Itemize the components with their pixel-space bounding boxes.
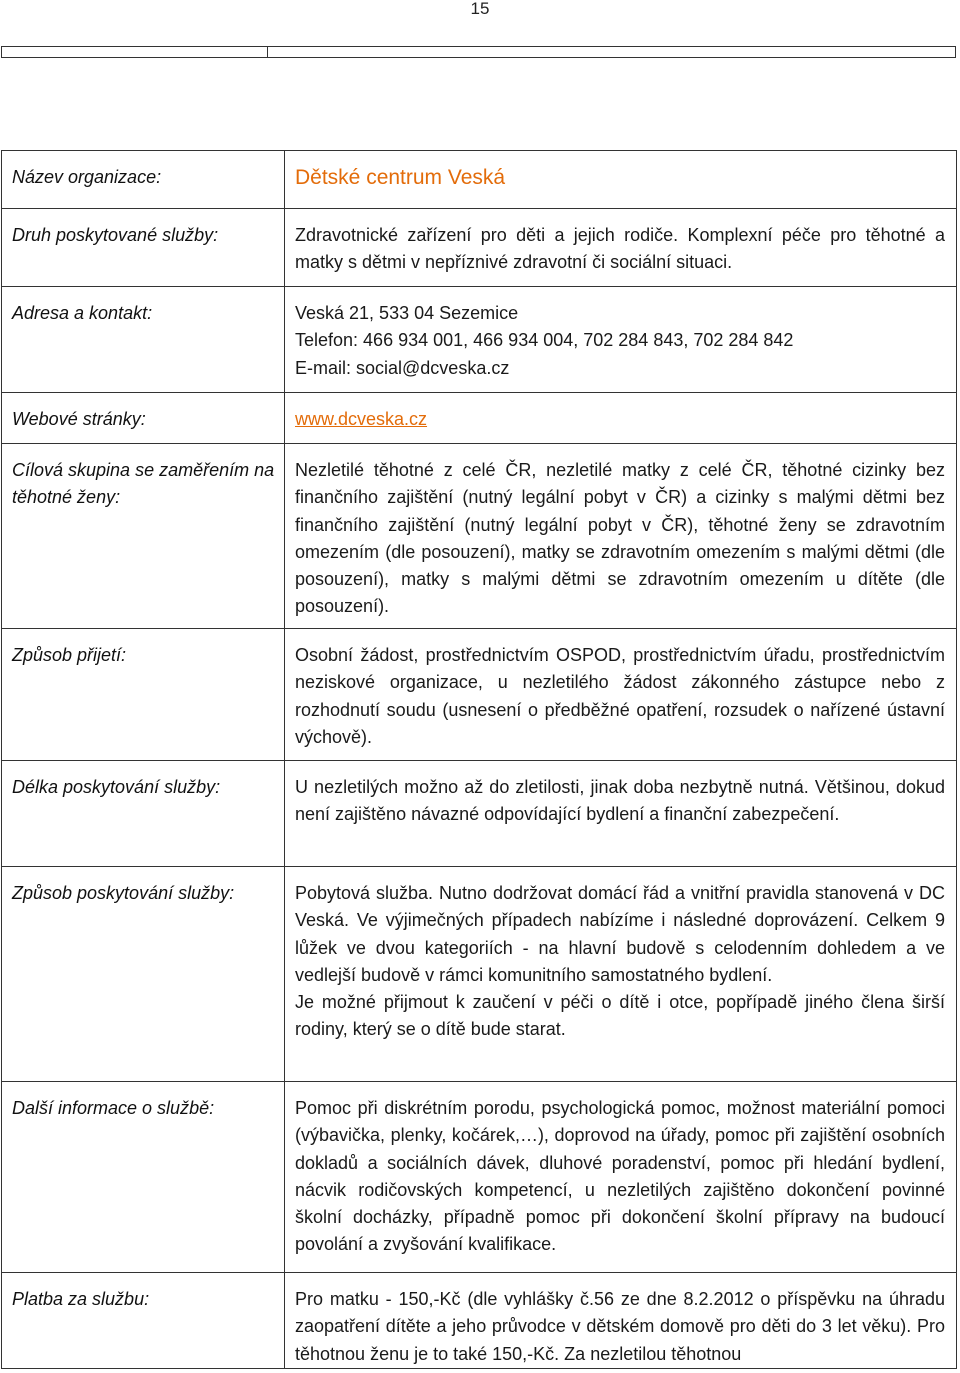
label-dalsi: Další informace o službě: — [2, 1082, 285, 1273]
label-adresa: Adresa a kontakt: — [2, 287, 285, 393]
website-link[interactable]: www.dcveska.cz — [295, 409, 428, 429]
value-cilova: Nezletilé těhotné z celé ČR, nezletilé matky z celé ČR, těhotné cizinky bez finančního zajištění (nutný legální pobyt v ČR) a cizinky s malými dětmi bez finančního zajištění (nutný legální pobyt v ČR), těhotné ženy se zdravotním omezením (dle posouzení), matky se zdravotním omezením s malými dětmi (dle posouzení), matky s malými dětmi se zdravotním omezením u dítěte (dle posouzení). — [285, 444, 957, 629]
value-dalsi: Pomoc při diskrétním porodu, psychologická pomoc, možnost materiální pomoci (výbavička, plenky, kočárek,…), doprovod na úřady, pomoc při zajištění osobních dokladů a sociálních dávek, dluhové poradenství, pomoc při hledání bydlení, nácvik rodičovských kompetencí, u nezletilých zajištěno dokončení povinné školní docházky, případně pomoc při dokončení školní přípravy na budoucí povolání a zvyšování kvalifikace. — [285, 1082, 957, 1273]
value-zpusob — [285, 867, 957, 1082]
label-cilova: Cílová skupina se zaměřením na těhotné ženy: — [2, 444, 285, 629]
row-dalsi — [2, 1082, 957, 1273]
email-text: E-mail: social@dcveska.cz — [295, 357, 510, 378]
value-platba: Pro matku - 150,-Kč (dle vyhlášky č.56 ze dne 8.2.2012 o příspěvku na úhradu zaopatření dítěte a jeho průvodce v dětském domově pro děti do 3 let věku). Pro těhotnou ženu je to také 150,-Kč. Za nezletilou těhotnou — [285, 1273, 957, 1369]
phone-text: Telefon: 466 934 001, 466 934 004, 702 284 843, 702 284 842 — [295, 330, 794, 351]
header-rule-cell-right — [268, 47, 955, 57]
row-cilova — [2, 444, 957, 629]
service-info-table — [1, 150, 957, 1369]
row-druh — [2, 209, 957, 287]
value-druh: Zdravotnické zařízení pro děti a jejich rodiče. Komplexní péče pro těhotné a matky s dětmi v nepříznivé zdravotní či sociální situaci. — [285, 209, 957, 287]
row-web — [2, 393, 957, 444]
label-prijeti: Způsob přijetí: — [2, 629, 285, 761]
organization-name: Dětské centrum Veská — [295, 166, 506, 189]
row-zpusob — [2, 867, 957, 1082]
row-platba — [2, 1273, 957, 1369]
label-zpusob: Způsob poskytování služby: — [2, 867, 285, 1082]
value-adresa — [285, 287, 957, 393]
row-organizace — [2, 151, 957, 209]
page-number: 15 — [470, 0, 490, 18]
label-organizace: Název organizace: — [2, 151, 285, 209]
value-prijeti: Osobní žádost, prostřednictvím OSPOD, prostřednictvím úřadu, prostřednictvím neziskové organizace, u nezletilého žádost zákonného zástupce nebo z rozhodnutí soudu (usnesení o předběžné opatření, rozsudek o nařízené ústavní výchově). — [285, 629, 957, 761]
label-delka: Délka poskytování služby: — [2, 761, 285, 867]
row-adresa — [2, 287, 957, 393]
label-web: Webové stránky: — [2, 393, 285, 444]
header-rule-cell-left — [2, 47, 268, 57]
value-organizace — [285, 151, 957, 209]
address-text: Veská 21, 533 04 Sezemice — [295, 303, 519, 323]
header-rule-table — [1, 46, 956, 58]
label-druh: Druh poskytované služby: — [2, 209, 285, 287]
row-delka — [2, 761, 957, 867]
value-web — [285, 393, 957, 444]
row-prijeti — [2, 629, 957, 761]
label-platba: Platba za službu: — [2, 1273, 285, 1369]
value-delka: U nezletilých možno až do zletilosti, jinak doba nezbytně nutná. Většinou, dokud není zajištěno návazné odpovídající bydlení a finanční zabezpečení. — [285, 761, 957, 867]
zpusob-text-1: Pobytová služba. Nutno dodržovat domácí řád a vnitřní pravidla stanovená v DC Veská. Ve výjimečných případech nabízíme i následné doprovázení. Celkem 9 lůžek ve dvou kategoriích - na hlavní budově s celodenním dohledem a ve vedlejší budově v rámci komunitního samostatného bydlení. — [295, 883, 945, 985]
zpusob-text-2: Je možné přijmout k zaučení v péči o dítě i otce, popřípadě jiného člena širší rodiny, který se o dítě bude starat. — [295, 992, 945, 1040]
